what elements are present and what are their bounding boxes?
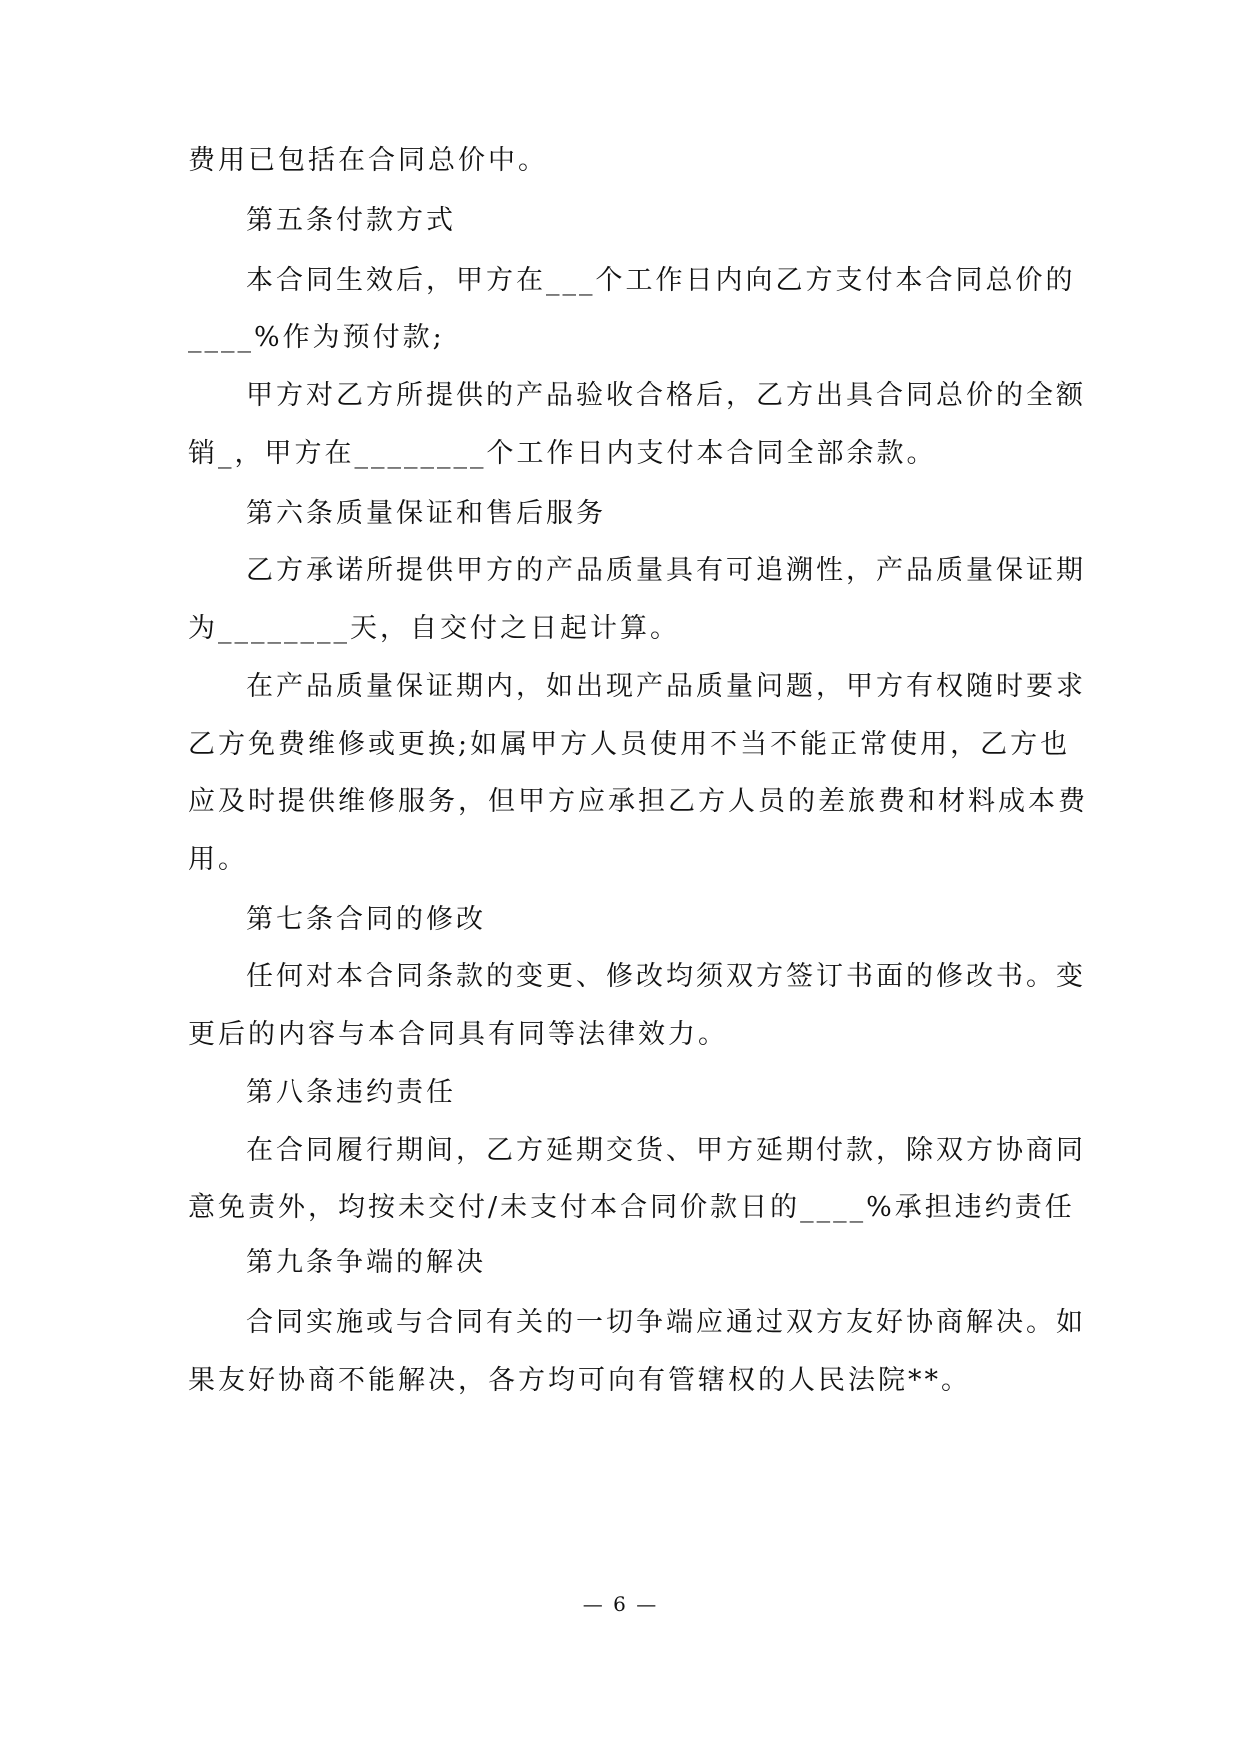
text-line: ____%作为预付款; [188, 322, 445, 353]
section-heading: 第五条付款方式 [246, 205, 456, 236]
text-line: 在合同履行期间，乙方延期交货、甲方延期付款，除双方协商同 [246, 1135, 1086, 1166]
text-line: 意免责外，均按未交付/未支付本合同价款日的____%承担违约责任 [188, 1192, 1075, 1223]
text-line: 更后的内容与本合同具有同等法律效力。 [188, 1019, 728, 1050]
text-line: 乙方承诺所提供甲方的产品质量具有可追溯性，产品质量保证期 [246, 555, 1086, 586]
text-line: 本合同生效后，甲方在___个工作日内向乙方支付本合同总价的 [246, 265, 1076, 296]
text-line: 在产品质量保证期内，如出现产品质量问题，甲方有权随时要求 [246, 671, 1086, 702]
text-line: 乙方免费维修或更换;如属甲方人员使用不当不能正常使用，乙方也 [188, 729, 1071, 760]
page-number: — 6 — [582, 1592, 659, 1616]
section-heading: 第九条争端的解决 [246, 1247, 486, 1278]
text-line: 费用已包括在合同总价中。 [188, 145, 548, 176]
text-line: 任何对本合同条款的变更、修改均须双方签订书面的修改书。变 [246, 961, 1086, 992]
section-heading: 第八条违约责任 [246, 1077, 456, 1108]
text-line: 为________天，自交付之日起计算。 [188, 613, 680, 644]
text-line: 果友好协商不能解决，各方均可向有管辖权的人民法院**。 [188, 1365, 971, 1396]
text-line: 销_，甲方在________个工作日内支付本合同全部余款。 [188, 438, 937, 469]
section-heading: 第七条合同的修改 [246, 904, 486, 935]
text-line: 合同实施或与合同有关的一切争端应通过双方友好协商解决。如 [246, 1307, 1086, 1338]
text-line: 应及时提供维修服务，但甲方应承担乙方人员的差旅费和材料成本费 [188, 786, 1088, 817]
section-heading: 第六条质量保证和售后服务 [246, 498, 606, 529]
text-line: 甲方对乙方所提供的产品验收合格后，乙方出具合同总价的全额 [246, 380, 1086, 411]
text-line: 用。 [188, 844, 248, 875]
